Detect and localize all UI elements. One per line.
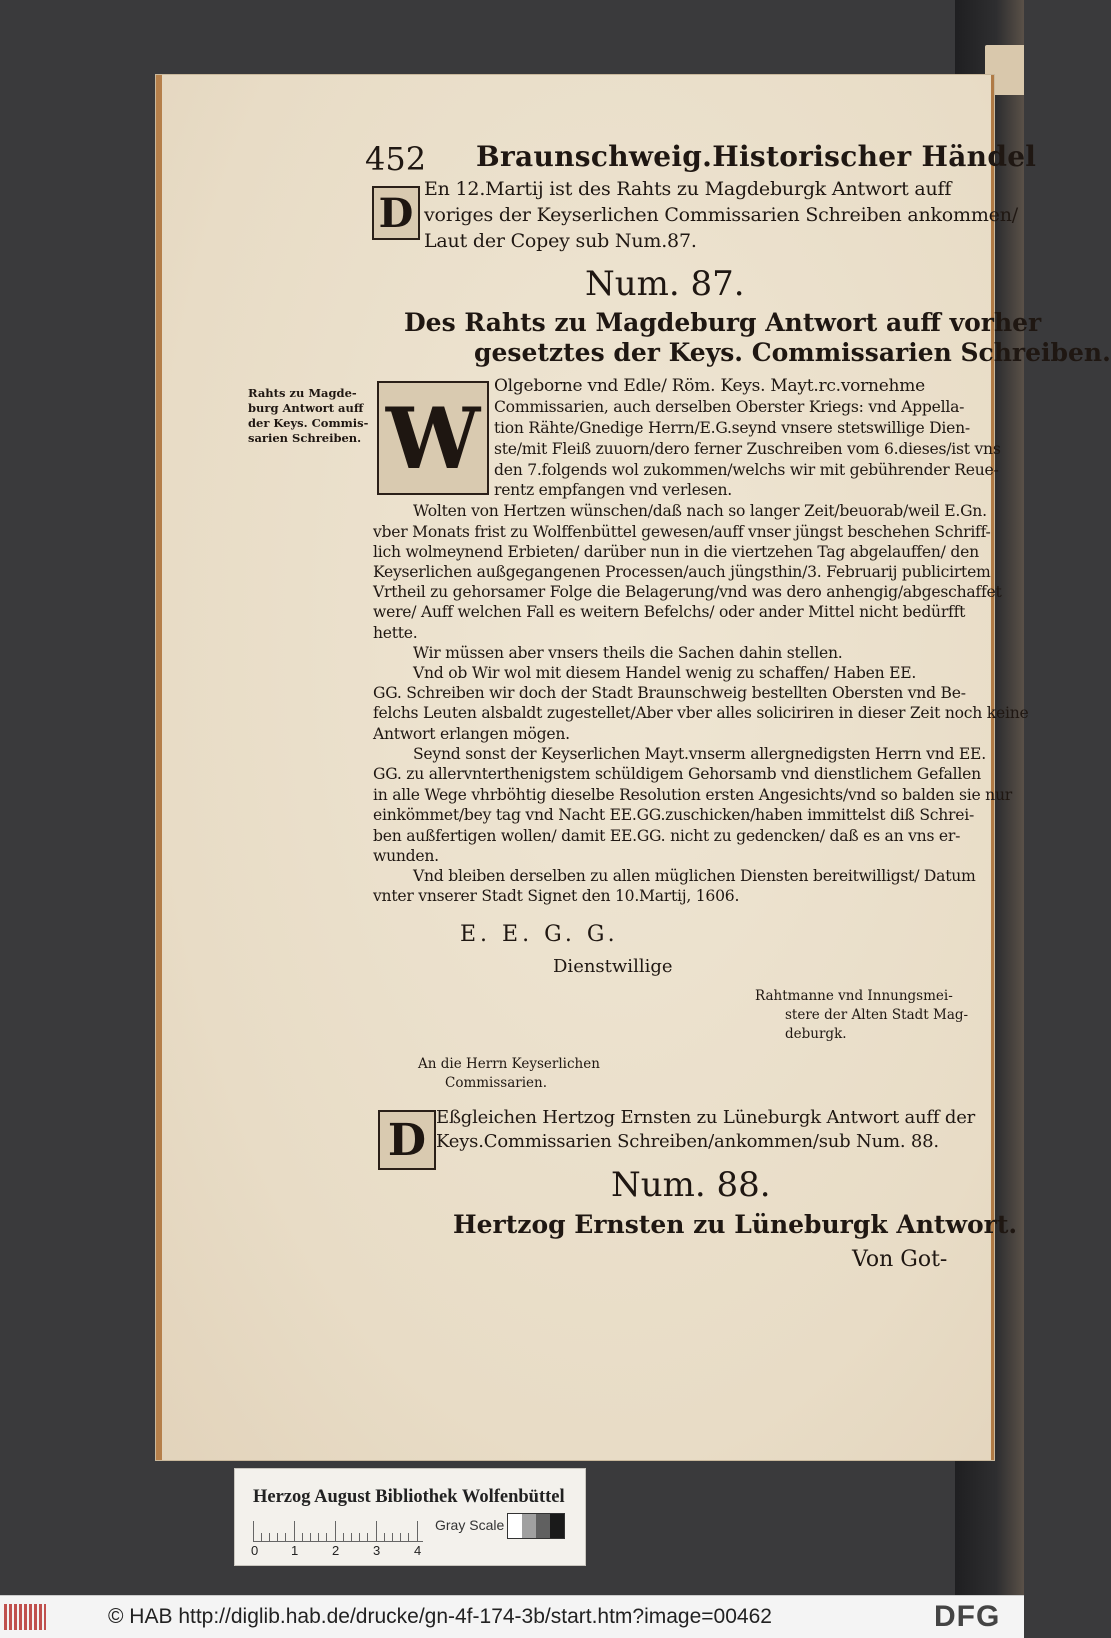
margin-note-line: Rahts zu Magde- xyxy=(248,386,357,400)
ruler-number: 3 xyxy=(373,1543,381,1558)
margin-note-line: sarien Schreiben. xyxy=(248,431,362,445)
letter-line: Vrtheil zu gehorsamer Folge die Belagerung/vnd was dero anhengig/abgeschaffet xyxy=(373,583,1002,601)
page-edge xyxy=(156,75,162,1460)
signature-line: stere der Alten Stadt Mag- xyxy=(785,1007,969,1023)
intro-line: En 12.Martij ist des Rahts zu Magdeburgk Antwort auff xyxy=(424,178,952,200)
letter-line: ste/mit Fleiß zuuorn/dero ferner Zuschreiben vom 6.dieses/ist vns xyxy=(494,440,1001,458)
letter-line: den 7.folgends wol zukommen/welchs wir mit gebührender Reue- xyxy=(494,461,999,479)
salutation: E. E. G. G. xyxy=(460,922,619,947)
letter-line: tion Rähte/Gnedige Herrn/E.G.seynd vnsere stetswillige Dien- xyxy=(494,419,970,437)
section-number-88: Num. 88. xyxy=(611,1165,771,1205)
hab-logo-icon xyxy=(4,1604,46,1630)
letter-line: Wolten von Hertzen wünschen/daß nach so langer Zeit/beuorab/weil E.Gn. xyxy=(413,502,987,520)
bridge-line: Eßgleichen Hertzog Ernsten zu Lüneburgk Antwort auff der xyxy=(436,1107,976,1128)
address-line: An die Herrn Keyserlichen xyxy=(418,1056,600,1072)
initial-letter: D xyxy=(387,1114,427,1166)
section-title-line: gesetztes der Keys. Commissarien Schreiben. xyxy=(474,338,1111,367)
bridge-line: Keys.Commissarien Schreiben/ankommen/sub Num. 88. xyxy=(436,1131,939,1152)
ruler-number: 1 xyxy=(291,1543,299,1558)
letter-line: ben außfertigen wollen/ damit EE.GG. nicht zu gedencken/ daß es an vns er- xyxy=(373,827,961,845)
letter-line: einkömmet/bey tag vnd Nacht EE.GG.zuschicken/haben immittelst diß Schrei- xyxy=(373,806,974,824)
letter-line: Wir müssen aber vnsers theils die Sachen dahin stellen. xyxy=(413,644,843,662)
scale-card xyxy=(234,1468,586,1566)
page-number: 452 xyxy=(365,140,427,178)
letter-line: Keyserlichen außgegangenen Processen/auch jüngsthin/3. Februarij publicirtem xyxy=(373,563,991,581)
signature-line: Rahtmanne vnd Innungsmei- xyxy=(755,988,953,1004)
gray-scale-label: Gray Scale xyxy=(435,1517,505,1533)
decorated-initial-d xyxy=(378,1110,436,1170)
catchword: Von Got- xyxy=(852,1247,948,1272)
initial-letter: D xyxy=(378,189,414,237)
letter-line: Commissarien, auch derselben Oberster Kriegs: vnd Appella- xyxy=(494,398,965,416)
letter-line: lich wolmeynend Erbieten/ darüber nun in die viertzehen Tag abgelauffen/ den xyxy=(373,543,979,561)
closing: Dienstwillige xyxy=(553,956,673,977)
footer-bar xyxy=(0,1595,1024,1638)
letter-line: vber Monats frist zu Wolffenbüttel gewesen/auff vnser jüngst beschehen Schriff- xyxy=(373,523,991,541)
dfg-logo: DFG xyxy=(934,1600,1001,1633)
letter-line: Seynd sonst der Keyserlichen Mayt.vnserm allergnedigsten Herrn vnd EE. xyxy=(413,745,986,763)
letter-line: GG. Schreiben wir doch der Stadt Braunschweig bestellten Obersten vnd Be- xyxy=(373,684,966,702)
letter-line: hette. xyxy=(373,624,418,642)
card-title: Herzog August Bibliothek Wolfenbüttel xyxy=(253,1487,565,1507)
section-title-88: Hertzog Ernsten zu Lüneburgk Antwort. xyxy=(453,1210,1018,1239)
letter-line: rentz empfangen vnd verlesen. xyxy=(494,481,732,499)
letter-line: vnter vnserer Stadt Signet den 10.Martij, 1606. xyxy=(373,887,740,905)
letter-line: were/ Auff welchen Fall es weitern Befelchs/ oder ander Mittel nicht bedürfft xyxy=(373,603,966,621)
ruler xyxy=(253,1521,423,1542)
decorated-initial-d xyxy=(372,186,420,240)
margin-note-line: burg Antwort auff xyxy=(248,401,364,415)
decorated-initial-w xyxy=(377,381,489,495)
letter-line: felchs Leuten alsbaldt zugestellet/Aber vber alles soliciriren in dieser Zeit noch keine xyxy=(373,704,1029,722)
initial-letter: W xyxy=(385,388,481,488)
ruler-number: 4 xyxy=(414,1543,422,1558)
intro-line: Laut der Copey sub Num.87. xyxy=(424,230,697,252)
address-line: Commissarien. xyxy=(445,1075,548,1091)
margin-note-line: der Keys. Commis- xyxy=(248,416,369,430)
letter-line: wunden. xyxy=(373,847,439,865)
letter-line: Vnd ob Wir wol mit diesem Handel wenig zu schaffen/ Haben EE. xyxy=(413,664,917,682)
letter-line: Vnd bleiben derselben zu allen müglichen Diensten bereitwilligst/ Datum xyxy=(413,867,976,885)
signature-line: deburgk. xyxy=(785,1026,847,1042)
section-number-87: Num. 87. xyxy=(585,264,745,304)
source-url[interactable]: © HAB http://diglib.hab.de/drucke/gn-4f-174-3b/start.htm?image=00462 xyxy=(108,1605,772,1628)
letter-line: Antwort erlangen mögen. xyxy=(373,725,570,743)
running-title: Braunschweig.Historischer Händel xyxy=(476,140,1037,173)
ruler-number: 2 xyxy=(332,1543,340,1558)
section-title-line: Des Rahts zu Magdeburg Antwort auff vorher xyxy=(404,308,1042,337)
gray-scale-swatch xyxy=(507,1513,565,1539)
letter-line: Olgeborne vnd Edle/ Röm. Keys. Mayt.rc.vornehme xyxy=(494,376,925,396)
letter-line: GG. zu allervnterthenigstem schüldigem Gehorsamb vnd dienstlichem Gefallen xyxy=(373,765,981,783)
letter-line: in alle Wege vhrböhtig dieselbe Resolution ersten Angesichts/vnd so balden sie nur xyxy=(373,786,1012,804)
ruler-number: 0 xyxy=(251,1543,259,1558)
intro-line: voriges der Keyserlichen Commissarien Schreiben ankommen/ xyxy=(424,204,1018,226)
